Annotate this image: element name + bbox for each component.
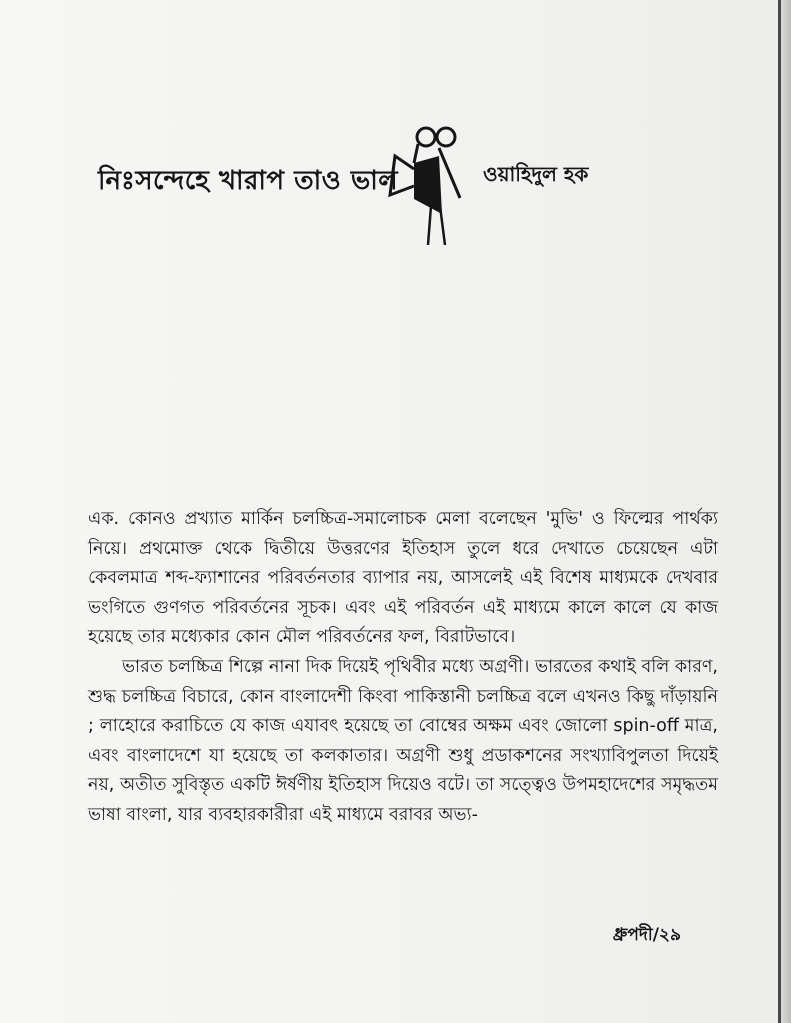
article-header <box>0 120 791 250</box>
article-title: নিঃসন্দেহে খারাপ তাও ভাল <box>98 166 399 196</box>
paragraph-two: ভারত চলচ্চিত্র শিল্পে নানা দিক দিয়েই পৃথিবীর মধ্যে অগ্রণী। ভারতের কথাই বলি কারণ, শুদ্ধ চলচ্চিত্র বিচারে, কোন বাংলাদেশী কিংবা পাকিস্তানী চলচ্চিত্র বলে এখনও কিছু দাঁড়ায়নি ; লাহোরে করাচিতে যে কাজ এযাবৎ হয়েছে তা বোম্বের অক্ষম এবং জোলো spin-off মাত্র, এবং বাংলাদেশে যা হয়েছে তা কলকাতার। অগ্রণী শুধু প্রডাকশনের সংখ্যাবিপুলতা দিয়েই নয়, অতীত সুবিস্তৃত একটি ঈর্ষণীয় ইতিহাস দিয়েও বটে। তা সত্ত্বেও উপমহাদেশের সমৃদ্ধতম ভাষা বাংলা, যার ব্যবহারকারীরা এই মাধ্যমে বরাবর অভ্য- <box>88 656 718 825</box>
article-author: ওয়াহিদুল হক <box>483 162 589 186</box>
page-folio: ধ্রুপদী/২৯ <box>612 925 681 945</box>
film-camera-figure-icon <box>378 120 474 245</box>
paragraph-one: এক. কোনও প্রখ্যাত মার্কিন চলচ্চিত্র-সমালোচক মেলা বলেছেন 'মুভি' ও ফিল্মের পার্থক্য নিয়ে। প্রথমোক্ত থেকে দ্বিতীয়ে উত্তরণের ইতিহাস তুলে ধরে দেখাতে চেয়েছেন এটা কেবলমাত্র শব্দ-ফ্যাশানের পরিবর্তনতার ব্যাপার নয়, আসলেই এই বিশেষ মাধ্যমকে দেখবার ভংগিতে গুণগত পরিবর্তনের সূচক। এবং এই পরিবর্তন এই মাধ্যমে কালে কালে যে কাজ হয়েছে তার মধ্যেকার কোন মৌল পরিবর্তনের ফল, বিরাটভাবে। <box>88 509 718 648</box>
article-body <box>88 505 718 831</box>
